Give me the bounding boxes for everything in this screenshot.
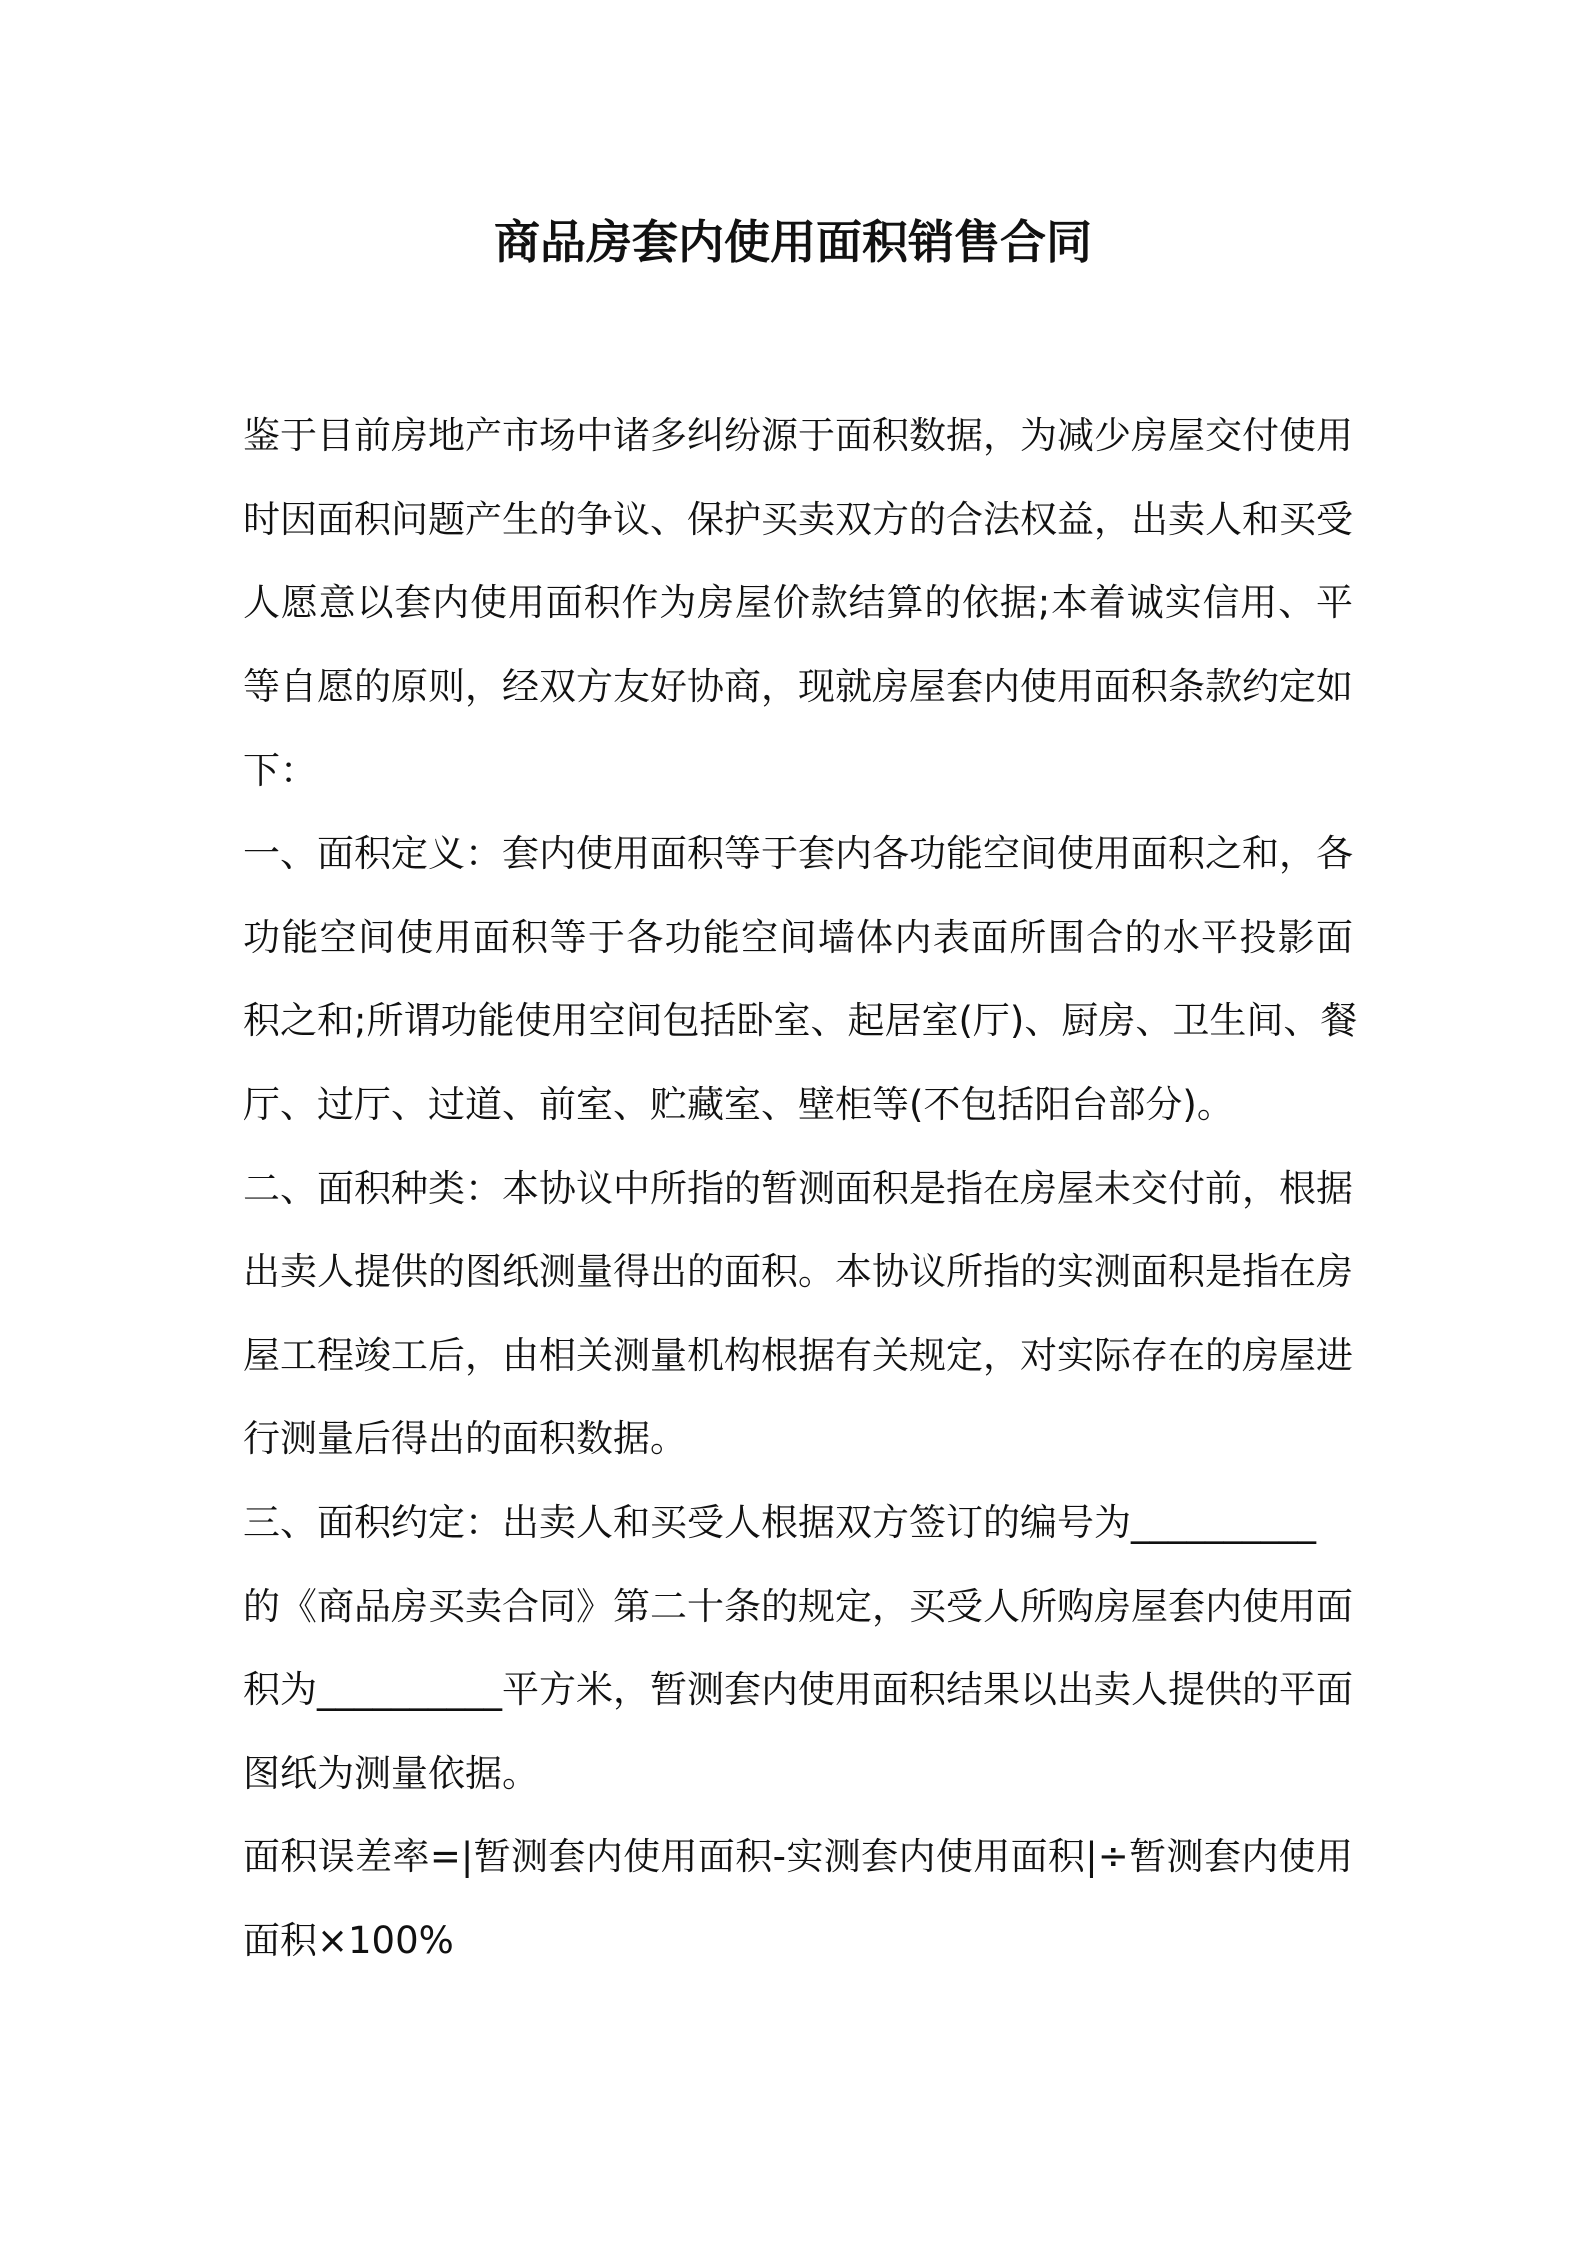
body-line-1: 鉴于目前房地产市场中诸多纠纷源于面积数据，为减少房屋交付使用 bbox=[243, 414, 1353, 457]
section-1-line-2: 功能空间使用面积等于各功能空间墙体内表面所围合的水平投影面 bbox=[243, 916, 1353, 959]
section-1-line-4: 厅、过厅、过道、前室、贮藏室、壁柜等(不包括阳台部分)。 bbox=[243, 1083, 1234, 1126]
body-line-4: 等自愿的原则，经双方友好协商，现就房屋套内使用面积条款约定如 bbox=[243, 665, 1353, 708]
formula-line-1: 面积误差率=|暂测套内使用面积-实测套内使用面积|÷暂测套内使用 bbox=[243, 1835, 1353, 1878]
section-2-line-1: 二、面积种类：本协议中所指的暂测面积是指在房屋未交付前，根据 bbox=[243, 1167, 1353, 1210]
section-3-line-4: 图纸为测量依据。 bbox=[243, 1752, 539, 1795]
body-line-3: 人愿意以套内使用面积作为房屋价款结算的依据;本着诚实信用、平 bbox=[243, 581, 1353, 624]
document-title: 商品房套内使用面积销售合同 bbox=[494, 215, 1092, 269]
section-3-line-3: 积为__________平方米，暂测套内使用面积结果以出卖人提供的平面 bbox=[243, 1668, 1353, 1711]
body-line-5: 下： bbox=[243, 749, 317, 792]
section-1-line-3: 积之和;所谓功能使用空间包括卧室、起居室(厅)、厨房、卫生间、餐 bbox=[243, 999, 1358, 1042]
section-2-line-2: 出卖人提供的图纸测量得出的面积。本协议所指的实测面积是指在房 bbox=[243, 1250, 1353, 1293]
section-2-line-4: 行测量后得出的面积数据。 bbox=[243, 1417, 687, 1460]
body-line-2: 时因面积问题产生的争议、保护买卖双方的合法权益，出卖人和买受 bbox=[243, 498, 1353, 541]
section-3-line-2: 的《商品房买卖合同》第二十条的规定，买受人所购房屋套内使用面 bbox=[243, 1585, 1353, 1628]
section-3-line-1: 三、面积约定：出卖人和买受人根据双方签订的编号为__________ bbox=[243, 1501, 1316, 1544]
section-2-line-3: 屋工程竣工后，由相关测量机构根据有关规定，对实际存在的房屋进 bbox=[243, 1334, 1353, 1377]
formula-line-2: 面积×100% bbox=[243, 1919, 454, 1962]
section-1-line-1: 一、面积定义：套内使用面积等于套内各功能空间使用面积之和，各 bbox=[243, 832, 1353, 875]
